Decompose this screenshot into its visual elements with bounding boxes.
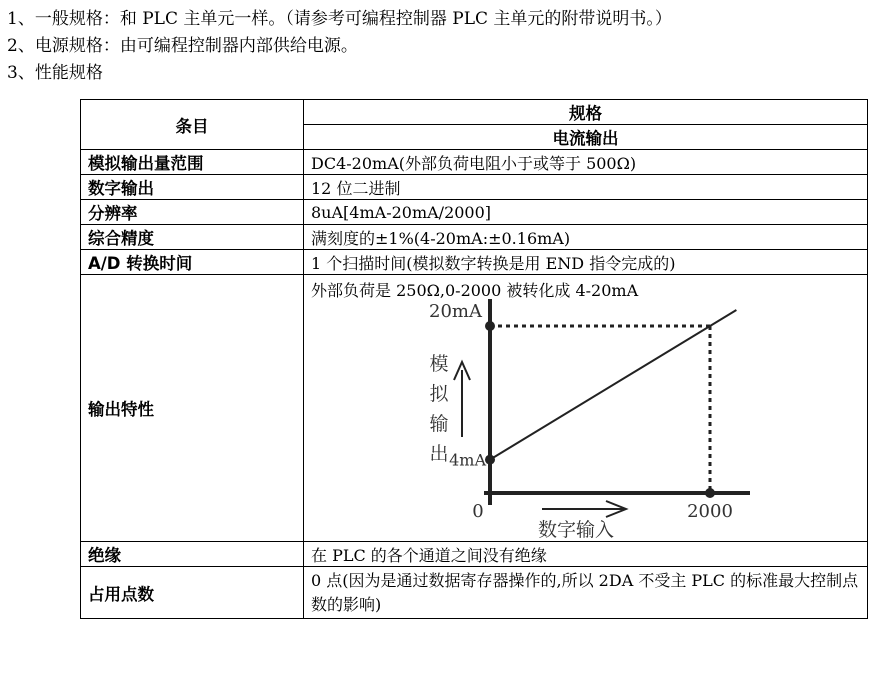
output-characteristic-chart xyxy=(304,275,864,541)
table-row xyxy=(81,175,868,200)
row-value: 8uA[4mA-20mA/2000] xyxy=(304,200,868,225)
row-value: 12 位二进制 xyxy=(304,175,868,200)
data-point-y-max xyxy=(485,321,495,331)
row-value: 1 个扫描时间(模拟数字转换是用 END 指令完成的) xyxy=(304,250,868,275)
spec-line-power: 2、电源规格：由可编程控制器内部供给电源。 xyxy=(7,36,358,56)
row-value: 0 点(因为是通过数据寄存器操作的,所以 2DA 不受主 PLC 的标准最大控制点数的影响) xyxy=(304,567,868,619)
row-label: 绝缘 xyxy=(81,542,304,567)
row-label: 综合精度 xyxy=(81,225,304,250)
row-value: 满刻度的±1%(4-20mA:±0.16mA) xyxy=(304,225,868,250)
header-item: 条目 xyxy=(81,100,304,150)
series-line xyxy=(490,310,736,460)
table-row-output-characteristic xyxy=(81,275,868,542)
row-value: DC4-20mA(外部负荷电阻小于或等于 500Ω) xyxy=(304,150,868,175)
x-tick-label: 2000 xyxy=(687,501,733,522)
output-note: 外部负荷是 250Ω,0-2000 被转化成 4-20mA xyxy=(311,281,639,300)
spec-line-general: 1、一般规格：和 PLC 主单元一样。（请参考可编程控制器 PLC 主单元的附带说明书。） xyxy=(7,9,672,29)
y-axis-label-char: 输 xyxy=(429,413,449,435)
y-axis-label-char: 模 xyxy=(429,353,449,375)
table-row xyxy=(81,567,868,619)
header-current-output: 电流输出 xyxy=(304,125,868,150)
table-row xyxy=(81,225,868,250)
y-tick-label: 4mA xyxy=(449,450,486,470)
table-row xyxy=(81,200,868,225)
row-label: 分辨率 xyxy=(81,200,304,225)
table-row xyxy=(81,250,868,275)
x-axis-label: 数字输入 xyxy=(538,519,615,541)
y-axis-label-char: 出 xyxy=(429,443,449,465)
y-tick-label: 20mA xyxy=(429,301,482,322)
x-tick-label: 0 xyxy=(472,501,484,522)
y-axis-label-char: 拟 xyxy=(429,383,449,405)
row-label: 模拟输出量范围 xyxy=(81,150,304,175)
data-point-x-max xyxy=(705,488,715,498)
output-characteristic-cell xyxy=(304,275,868,542)
row-value: 在 PLC 的各个通道之间没有绝缘 xyxy=(304,542,868,567)
data-point-start xyxy=(485,455,495,465)
table-row xyxy=(81,542,868,567)
row-label: 占用点数 xyxy=(81,567,304,619)
header-spec: 规格 xyxy=(304,100,868,125)
row-label: A/D 转换时间 xyxy=(81,250,304,275)
row-label: 输出特性 xyxy=(81,275,304,542)
row-label: 数字输出 xyxy=(81,175,304,200)
table-row xyxy=(81,150,868,175)
spec-line-performance: 3、性能规格 xyxy=(7,63,103,83)
performance-spec-table xyxy=(80,99,868,619)
